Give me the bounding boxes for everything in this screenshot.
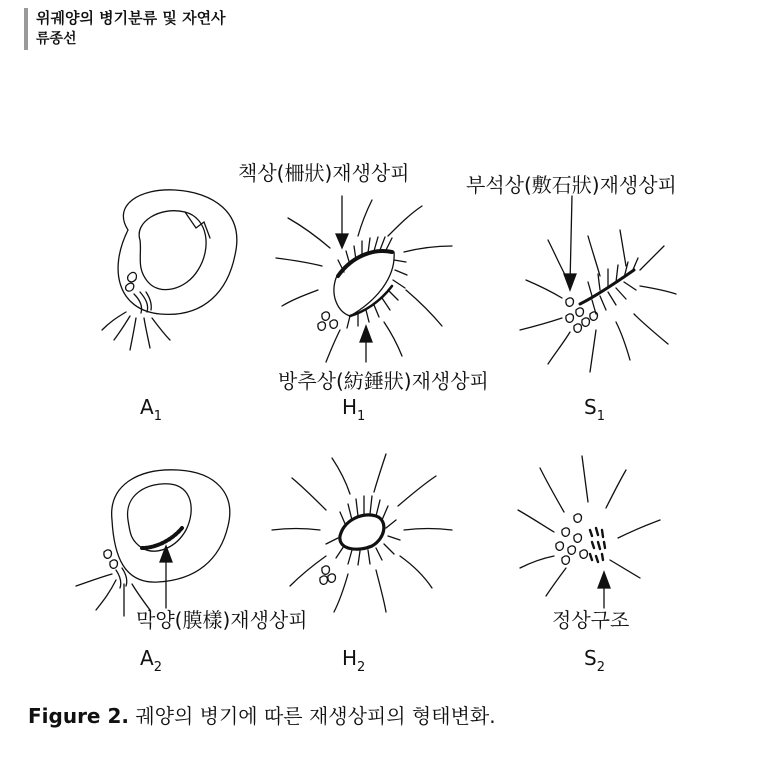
arrow-fusiform xyxy=(360,326,372,362)
ulcer-h2 xyxy=(272,454,452,612)
ulcer-s2 xyxy=(518,456,660,596)
figure-number: Figure 2. xyxy=(28,704,129,728)
panel-label-h2: $H_2$ xyxy=(342,646,366,675)
label-cobblestone-epithelium: 부석상(敷石狀)재생상피 xyxy=(466,173,677,197)
panel-label-s1: $S_1$ xyxy=(584,395,605,424)
ulcer-a1 xyxy=(102,190,237,350)
label-normal-structure: 정상구조 xyxy=(552,608,630,632)
arrow-normal xyxy=(598,572,610,608)
arrow-membranous xyxy=(160,546,172,608)
ulcer-s1 xyxy=(520,230,676,372)
panel-label-h1: $H_1$ xyxy=(342,395,366,424)
ulcer-a2 xyxy=(76,470,230,616)
running-head-title: 위궤양의 병기분류 및 자연사 xyxy=(36,9,226,27)
arrow-cobblestone xyxy=(564,196,576,290)
panel-label-a2: $A_2$ xyxy=(140,646,162,675)
label-membranous-epithelium: 막양(膜樣)재생상피 xyxy=(136,608,308,632)
panel-label-s2: $S_2$ xyxy=(584,646,605,675)
figure-caption-text: 궤양의 병기에 따른 재생상피의 형태변화. xyxy=(135,704,496,728)
running-head-author: 류종선 xyxy=(36,31,77,47)
panel-label-a1: $A_1$ xyxy=(140,395,162,424)
figure-caption xyxy=(28,700,496,729)
arrow-palisade xyxy=(336,196,348,248)
label-fusiform-epithelium: 방추상(紡錘狀)재생상피 xyxy=(278,369,489,393)
label-palisade-epithelium: 책상(柵狀)재생상피 xyxy=(238,161,410,185)
